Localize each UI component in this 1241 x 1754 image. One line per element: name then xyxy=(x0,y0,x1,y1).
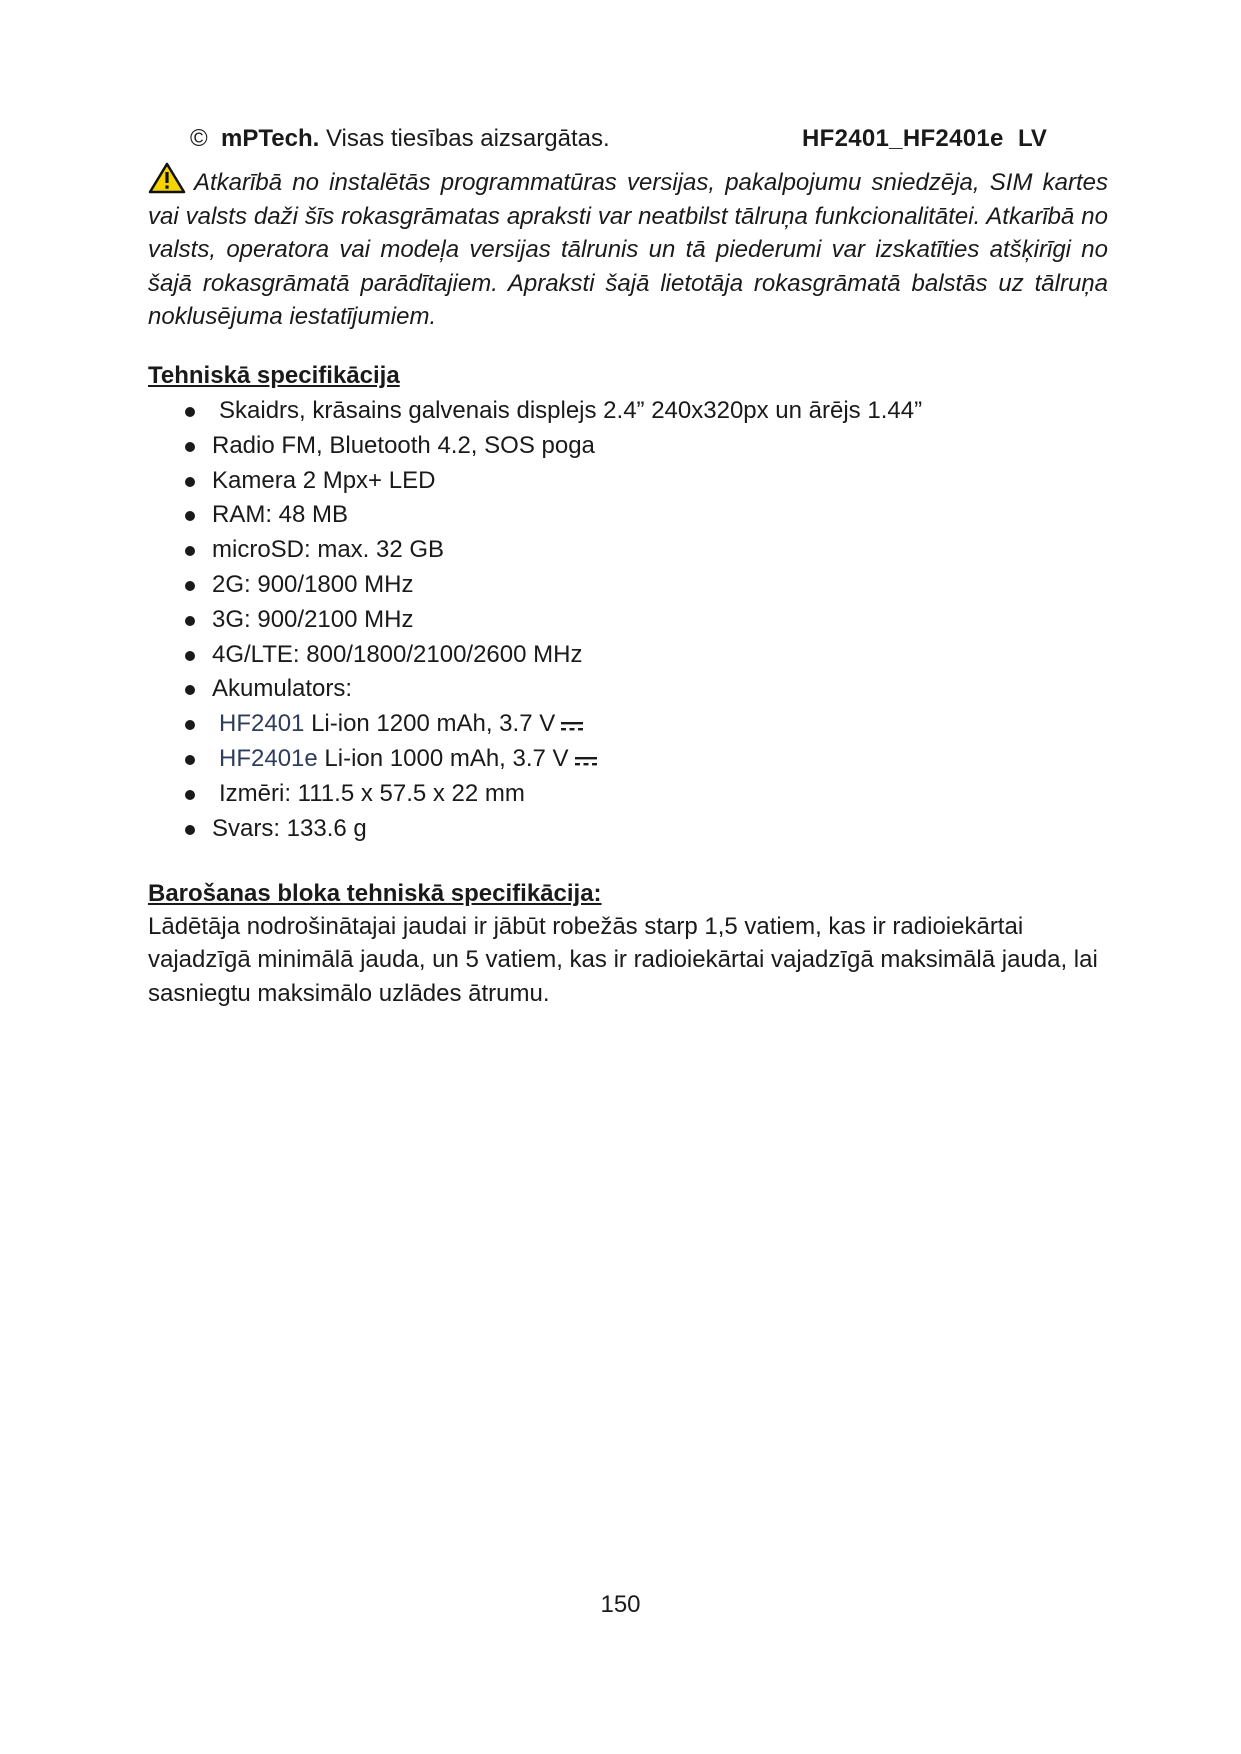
battery-item xyxy=(182,707,922,742)
list-item-text: 4G/LTE: 800/1800/2100/2600 MHz xyxy=(212,640,583,668)
bullet-icon xyxy=(185,581,195,591)
list-item xyxy=(182,464,922,499)
bullet-icon xyxy=(185,755,195,765)
bullet-icon xyxy=(185,511,195,521)
psu-spec-heading: Barošanas bloka tehniskā specifikācija: xyxy=(148,880,602,907)
rights-text: Visas tiesības aizsargātas. xyxy=(325,125,610,152)
list-item-text: 3G: 900/2100 MHz xyxy=(212,605,414,633)
list-item xyxy=(182,812,922,847)
list-item-text: Kamera 2 Mpx+ LED xyxy=(212,466,436,494)
company-name: mPTech. xyxy=(221,125,320,152)
language-code: LV xyxy=(1018,125,1047,152)
list-item xyxy=(182,672,922,707)
bullet-icon xyxy=(185,790,195,800)
page-header xyxy=(190,122,1060,156)
bullet-icon xyxy=(185,442,195,452)
battery-model: HF2401 xyxy=(219,710,305,738)
list-item-text: Akumulators: xyxy=(212,675,353,703)
psu-spec-paragraph: Lādētāja nodrošinātajai jaudai ir jābūt robežās starp 1,5 vatiem, kas ir radioiekārtai vajadzīgā minimālā jauda, un 5 vatiem, kas ir radioiekārtai vajadzīgā maksimālā jauda, lai sasniegtu maksimālo uzlādes ātrumu. xyxy=(148,913,1098,1007)
list-item-text: RAM: 48 MB xyxy=(212,501,349,529)
list-item xyxy=(182,638,922,673)
list-item-text: microSD: max. 32 GB xyxy=(212,536,445,564)
warning-text: Atkarībā no instalētās programmatūras versijas, pakalpojumu sniedzēja, SIM kartes vai valsts daži šīs rokasgrāmatas apraksti var neatbilst tālruņa funkcionalitātei. Atkarībā no valsts, operatora vai modeļa versijas tālrunis un tā piederumi var izskatīties atšķirīgi no šajā rokasgrāmatā parādītajiem. Apraksti šajā lietotāja rokasgrāmatā balstās uz tālruņa noklusējuma iestatījumiem. xyxy=(148,169,1108,331)
copyright-notice xyxy=(190,122,610,156)
model-code: HF2401_HF2401e xyxy=(802,125,1004,152)
list-item xyxy=(182,498,922,533)
list-item xyxy=(182,777,922,812)
list-item-text: Izmēri: 111.5 x 57.5 x 22 mm xyxy=(219,779,525,807)
battery-spec: Li-ion 1000 mAh, 3.7 V xyxy=(324,744,569,772)
tech-spec-list xyxy=(182,394,922,846)
bullet-icon xyxy=(185,546,195,556)
bullet-icon xyxy=(185,825,195,835)
list-item xyxy=(182,568,922,603)
bullet-icon xyxy=(185,477,195,487)
page-number: 150 xyxy=(600,1591,641,1618)
list-item-text: 2G: 900/1800 MHz xyxy=(212,570,414,598)
list-item-text: Radio FM, Bluetooth 4.2, SOS poga xyxy=(212,431,595,459)
battery-item xyxy=(182,742,922,777)
bullet-icon xyxy=(185,720,195,730)
list-item xyxy=(182,429,922,464)
warning-triangle-icon xyxy=(148,162,186,194)
list-item xyxy=(182,533,922,568)
copyright-symbol: © xyxy=(190,125,208,152)
bullet-icon xyxy=(185,616,195,626)
battery-model: HF2401e xyxy=(219,744,318,772)
direct-current-icon xyxy=(575,755,597,767)
bullet-icon xyxy=(185,685,195,695)
battery-spec: Li-ion 1200 mAh, 3.7 V xyxy=(311,710,556,738)
list-item xyxy=(182,603,922,638)
direct-current-icon xyxy=(561,720,583,732)
list-item-text: Svars: 133.6 g xyxy=(212,814,367,842)
bullet-icon xyxy=(185,651,195,661)
bullet-icon xyxy=(185,407,195,417)
warning-notice xyxy=(148,162,1108,334)
tech-spec-heading: Tehniskā specifikācija xyxy=(148,362,400,389)
list-item-text: Skaidrs, krāsains galvenais displejs 2.4” 240x320px un ārējs 1.44” xyxy=(219,397,923,424)
list-item xyxy=(182,394,922,429)
